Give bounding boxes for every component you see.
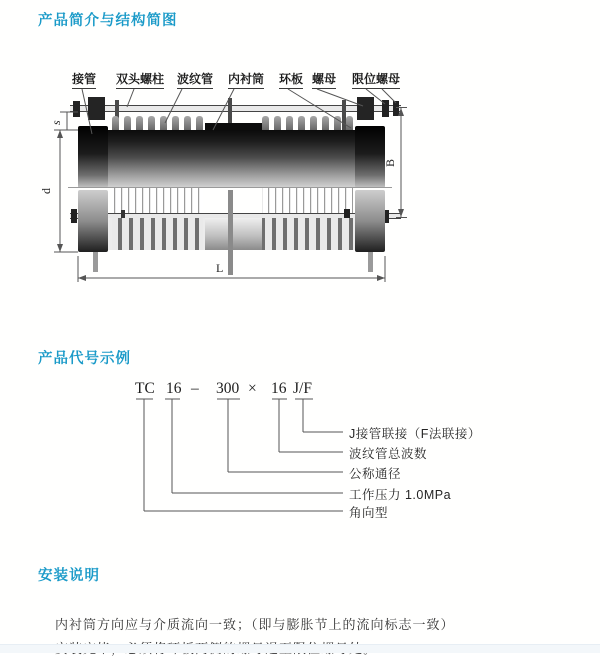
- dim-label-s: s: [49, 120, 63, 125]
- joint-body-upper: [78, 123, 385, 188]
- label-limit-nut: 限位螺母: [352, 72, 400, 89]
- section-heading-install: 安装说明: [38, 568, 100, 584]
- product-code-figure: [0, 370, 600, 540]
- section-heading-code: 产品代号示例: [38, 351, 131, 367]
- dim-label-L: L: [216, 261, 224, 275]
- structure-diagram: [0, 60, 600, 310]
- label-ring-plate: 环板: [279, 72, 303, 89]
- code-segment-type: TC: [135, 380, 155, 397]
- label-nut: 螺母: [312, 72, 336, 89]
- dim-label-d: d: [39, 188, 53, 194]
- code-segment-pressure: 16: [166, 380, 182, 397]
- callout-wave-count: 波纹管总波数: [349, 447, 428, 461]
- code-segment-times: ×: [248, 380, 257, 397]
- section-heading-intro: 产品简介与结构简图: [38, 13, 178, 29]
- label-bellows: 波纹管: [177, 72, 213, 89]
- callout-nominal-diameter: 公称通径: [349, 467, 402, 481]
- label-connecting-pipe: 接管: [72, 72, 96, 89]
- code-segment-dash: –: [191, 380, 199, 397]
- install-line-1: 内衬筒方向应与介质流向一致；（即与膨胀节上的流向标志一致）: [55, 617, 455, 632]
- code-segment-connection: J/F: [293, 380, 312, 397]
- dim-label-B: B: [383, 158, 397, 167]
- callout-working-pressure: 工作压力 1.0MPa: [349, 488, 452, 502]
- expansion-joint-drawing: [30, 60, 450, 300]
- code-segment-waves: 16: [271, 380, 287, 397]
- dimension-B: [396, 108, 407, 218]
- code-segment-diameter: 300: [216, 380, 240, 397]
- label-inner-sleeve: 内衬筒: [228, 72, 264, 89]
- callout-connection-type: J接管联接（F法联接）: [349, 427, 481, 441]
- callout-angular-type: 角向型: [349, 506, 389, 520]
- label-double-end-stud: 双头螺柱: [116, 72, 164, 89]
- dimension-d: [54, 130, 78, 252]
